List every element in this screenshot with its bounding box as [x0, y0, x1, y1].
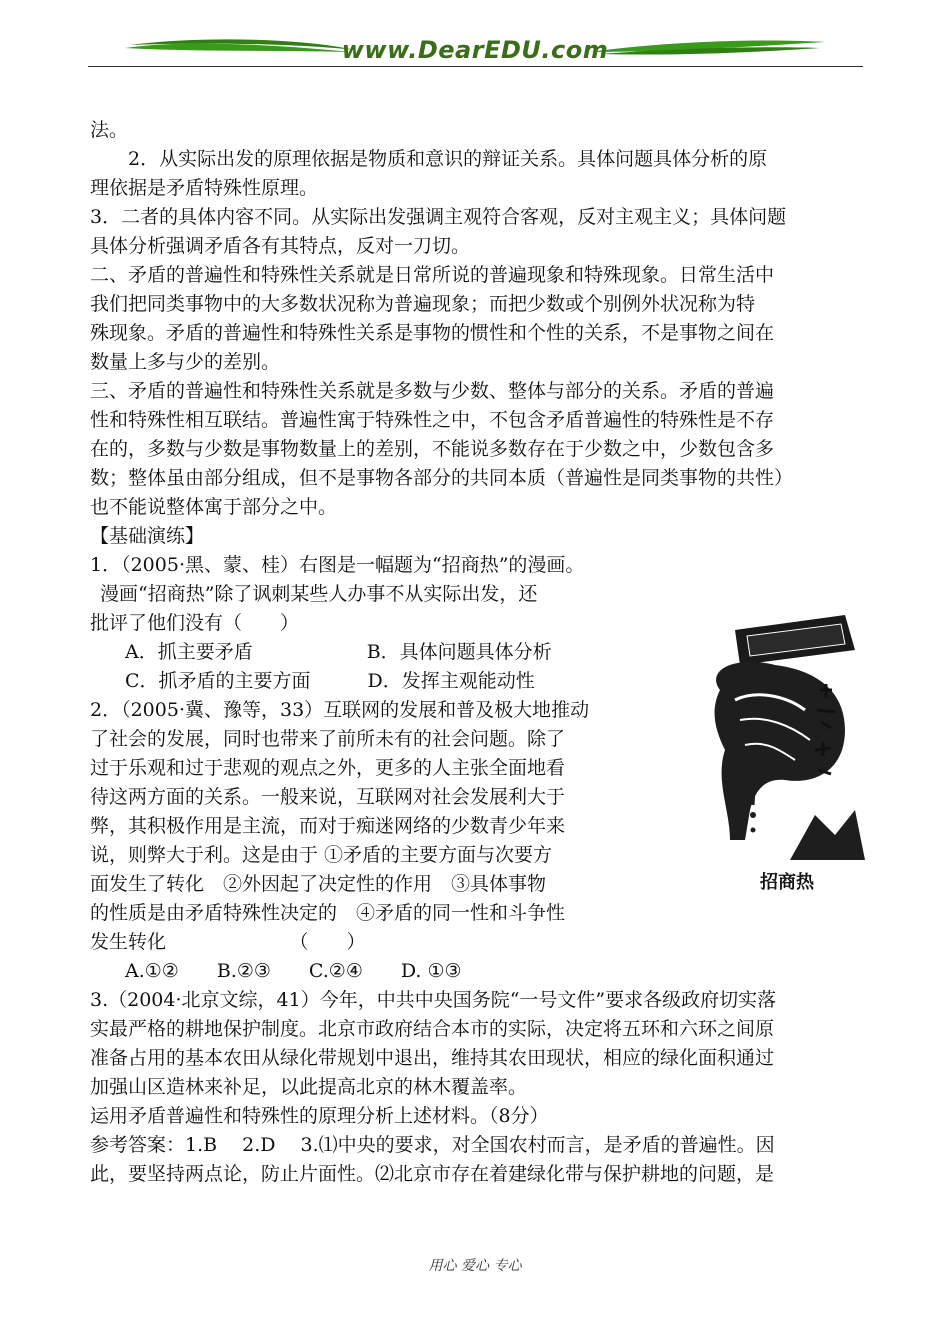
page-header	[0, 0, 950, 80]
text-line: 具体分析强调矛盾各有其特点，反对一刀切。	[90, 235, 471, 257]
text-line: 性和特殊性相互联结。普遍性寓于特殊性之中，不包含矛盾普遍性的特殊性是不存	[90, 409, 775, 431]
page-footer: 用心 爱心 专心	[428, 1258, 522, 1274]
text-line: 在的，多数与少数是事物数量上的差别，不能说多数存在于少数之中，少数包含多	[90, 438, 775, 460]
text-line: 数量上多与少的差别。	[90, 351, 281, 373]
text-line: 三、矛盾的普遍性和特殊性关系就是多数与少数、整体与部分的关系。矛盾的普遍	[90, 380, 775, 402]
text-line: 准备占用的基本农田从绿化带规划中退出，维持其农田现状，相应的绿化面积通过	[90, 1047, 775, 1069]
question-2-options: A.①② B.②③ C.②④ D. ①③	[125, 960, 462, 982]
question-2: 2．（2005·冀、豫等，33）互联网的发展和普及极大地推动	[90, 699, 590, 721]
text-line: 面发生了转化 ②外因起了决定性的作用 ③具体事物	[90, 873, 547, 895]
text-line: 数；整体虽由部分组成，但不是事物各部分的共同本质（普遍性是同类事物的共性）	[90, 467, 794, 489]
text-line: 弊，其积极作用是主流，而对于痴迷网络的少数青少年来	[90, 815, 566, 837]
text-line: 漫画“招商热”除了讽刺某些人办事不从实际出发，还	[100, 583, 538, 605]
question-1-options-row-1: A．抓主要矛盾 B．具体问题具体分析	[125, 641, 552, 663]
text-line: 3．二者的具体内容不同。从实际出发强调主观符合客观，反对主观主义；具体问题	[90, 206, 787, 228]
text-line: 殊现象。矛盾的普遍性和特殊性关系是事物的惯性和个性的关系，不是事物之间在	[90, 322, 775, 344]
text-line: 发生转化 （ ）	[90, 931, 366, 953]
cartoon-image	[695, 610, 865, 900]
text-line: 法。	[90, 119, 129, 141]
answer-key: 参考答案：1.B 2.D 3.⑴中央的要求，对全国农村而言，是矛盾的普遍性。因	[90, 1134, 775, 1156]
section-heading: 【基础演练】	[90, 525, 205, 547]
text-line: 此，要坚持两点论，防止片面性。⑵北京市存在着建绿化带与保护耕地的问题，是	[90, 1163, 775, 1185]
text-line: 实最严格的耕地保护制度。北京市政府结合本市的实际，决定将五环和六环之间原	[90, 1018, 775, 1040]
header-divider	[88, 66, 863, 67]
site-url: www.DearEDU.com	[341, 36, 609, 64]
text-line: 理依据是矛盾特殊性原理。	[90, 177, 319, 199]
cartoon-drawing-icon	[695, 610, 865, 870]
text-line: 2．从实际出发的原理依据是物质和意识的辩证关系。具体问题具体分析的原	[128, 148, 768, 170]
text-line: 运用矛盾普遍性和特殊性的原理分析上述材料。（8分）	[90, 1105, 549, 1127]
text-line: 加强山区造林来补足，以此提高北京的林木覆盖率。	[90, 1076, 528, 1098]
text-line: 也不能说整体寓于部分之中。	[90, 496, 338, 518]
text-line: 了社会的发展，同时也带来了前所未有的社会问题。除了	[90, 728, 566, 750]
text-line: 批评了他们没有（ ）	[90, 612, 300, 634]
question-3: 3.（2004·北京文综，41）今年，中共中央国务院“一号文件”要求各级政府切实落	[90, 989, 777, 1011]
text-line: 二、矛盾的普遍性和特殊性关系就是日常所说的普遍现象和特殊现象。日常生活中	[90, 264, 775, 286]
text-line: 说，则弊大于利。这是由于 ①矛盾的主要方面与次要方	[90, 844, 553, 866]
question-1-options-row-2: C．抓矛盾的主要方面 D．发挥主观能动性	[125, 670, 535, 692]
text-line: 的性质是由矛盾特殊性决定的 ④矛盾的同一性和斗争性	[90, 902, 566, 924]
text-line: 过于乐观和过于悲观的观点之外，更多的人主张全面地看	[90, 757, 566, 779]
text-line: 待这两方面的关系。一般来说，互联网对社会发展利大于	[90, 786, 566, 808]
question-1: 1．（2005·黑、蒙、桂）右图是一幅题为“招商热”的漫画。	[90, 554, 585, 576]
text-line: 我们把同类事物中的大多数状况称为普遍现象；而把少数或个别例外状况称为特	[90, 293, 756, 315]
cartoon-caption: 招商热	[760, 872, 814, 893]
